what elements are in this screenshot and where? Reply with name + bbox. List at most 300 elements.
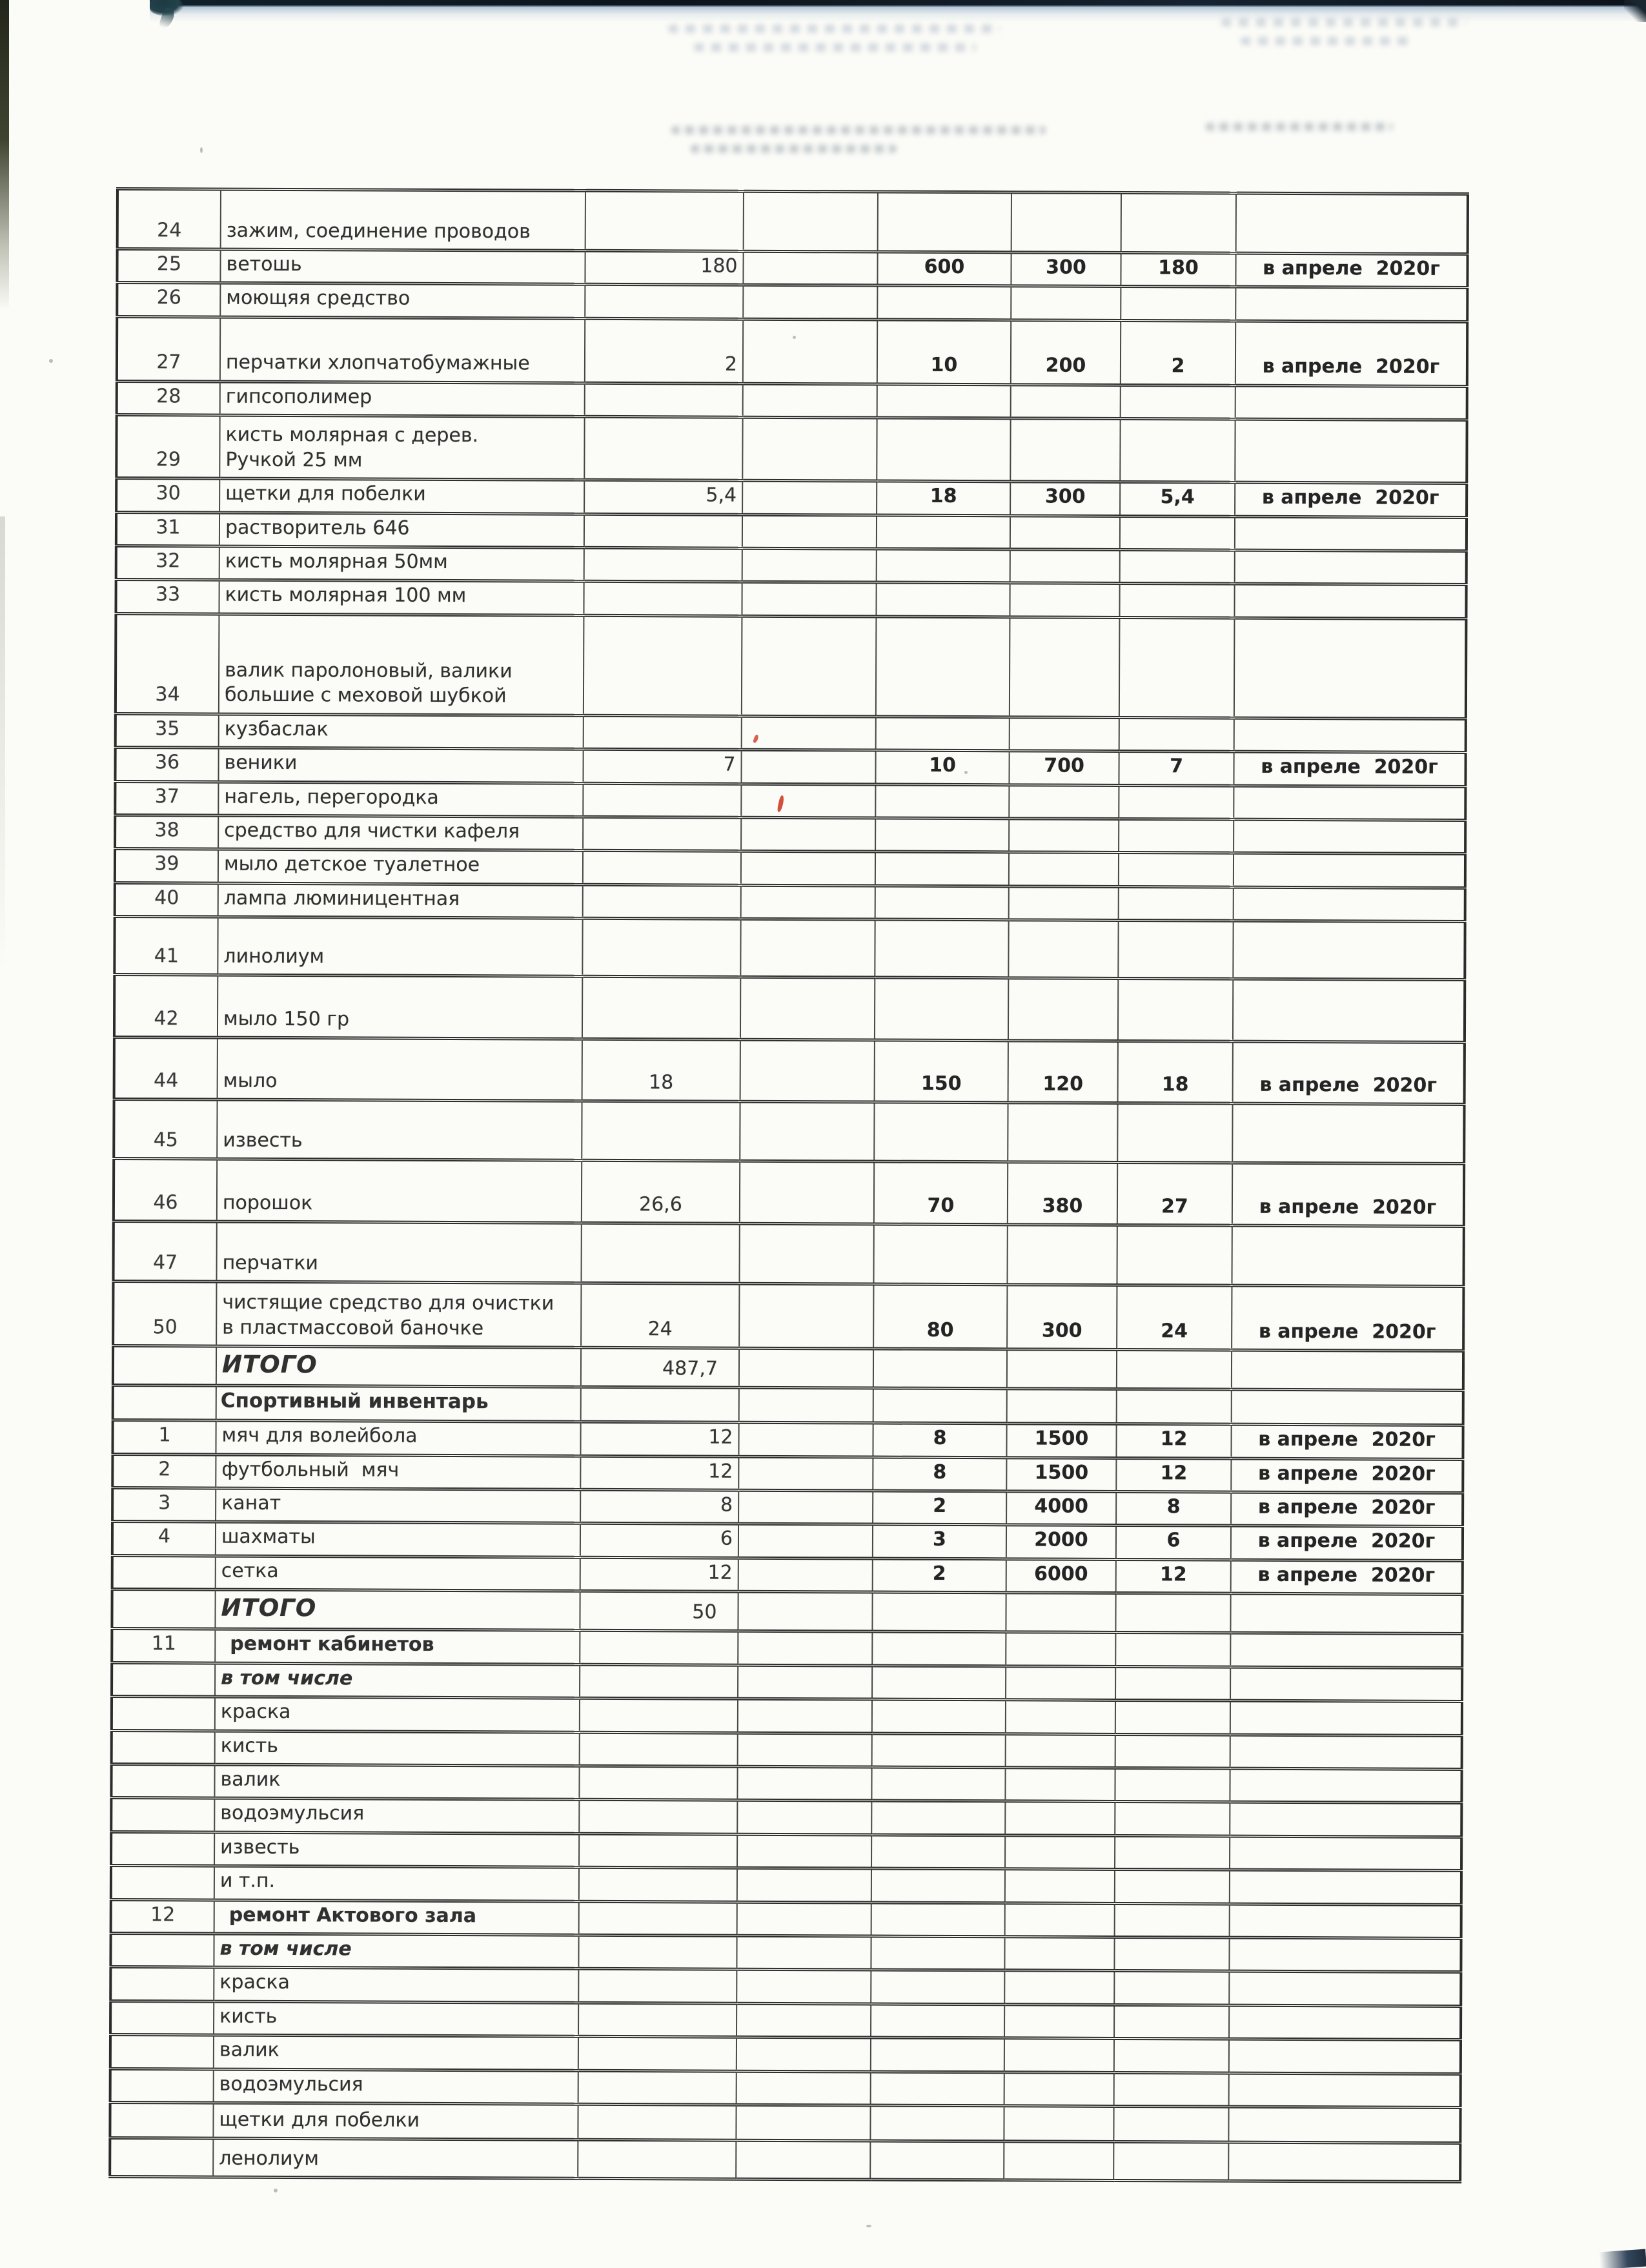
cell-value-2	[1004, 2106, 1113, 2142]
paper-speck	[49, 359, 53, 363]
table-row	[117, 249, 1467, 288]
scanner-corner-mark-top-right	[1624, 0, 1646, 22]
cell-row-number: 39	[115, 849, 218, 883]
cell-value-2	[1009, 852, 1119, 886]
cell-value-1	[870, 2141, 1004, 2180]
cell-blank	[738, 1422, 873, 1456]
cell-period: в апреле 2020г	[1232, 1285, 1463, 1351]
cell-period	[1230, 1593, 1462, 1634]
table-row	[110, 2102, 1460, 2143]
cell-row-number: 44	[114, 1037, 218, 1100]
cell-period	[1235, 419, 1467, 483]
table-row	[110, 1933, 1461, 1972]
cell-blank	[741, 750, 875, 784]
cell-row-number: 32	[116, 546, 219, 580]
table-row	[112, 1487, 1463, 1526]
table-row	[112, 1420, 1463, 1459]
table-row	[116, 713, 1466, 752]
cell-row-number: 29	[116, 415, 219, 479]
cell-quantity	[578, 1969, 737, 2003]
table-row	[116, 512, 1467, 551]
total-row	[113, 1346, 1463, 1391]
cell-blank	[737, 1902, 871, 1936]
cell-item-name: кисть молярная с дерев. Ручкой 25 мм	[219, 415, 584, 480]
cell-quantity	[579, 1901, 737, 1936]
cell-row-number	[111, 1764, 214, 1798]
cell-item-name: ремонт Актового зала	[214, 1900, 579, 1936]
table-row	[117, 283, 1467, 322]
cell-value-1	[870, 2105, 1004, 2141]
cell-item-name: водоэмульсия	[214, 2069, 578, 2105]
cell-value-3	[1120, 516, 1235, 550]
cell-item-name: валик	[214, 2035, 578, 2070]
cell-blank	[737, 1936, 871, 1970]
cell-period	[1230, 1633, 1462, 1668]
cell-quantity: 7	[583, 749, 741, 783]
cell-row-number: 36	[115, 748, 218, 782]
cell-quantity	[582, 976, 740, 1039]
cell-item-name: мыло	[218, 1037, 582, 1101]
cell-value-2	[1010, 583, 1119, 617]
cell-value-1	[873, 1224, 1007, 1285]
cell-row-number: 24	[117, 189, 221, 250]
cell-row-number	[112, 1662, 215, 1697]
cell-item-name: щетки для побелки	[213, 2103, 578, 2140]
cell-row-number: 35	[116, 713, 219, 748]
cell-value-1	[872, 1699, 1006, 1733]
cell-item-name: в том числе	[215, 1663, 580, 1699]
table-row	[112, 1697, 1462, 1735]
cell-row-number: 3	[112, 1487, 216, 1522]
cell-value-2	[1008, 920, 1118, 979]
cell-period	[1229, 2073, 1461, 2108]
cell-item-name: в том числе	[214, 1934, 578, 1969]
table-row	[112, 1522, 1463, 1560]
cell-quantity	[578, 2104, 736, 2140]
cell-blank	[738, 1558, 873, 1592]
cell-period	[1234, 819, 1465, 854]
cell-row-number	[111, 1832, 214, 1866]
cell-value-2	[1005, 1801, 1115, 1835]
cell-quantity	[580, 1664, 738, 1699]
cell-value-3	[1113, 2106, 1228, 2142]
cell-item-name: веники	[218, 748, 583, 783]
cell-blank	[740, 1101, 874, 1161]
table-row	[110, 2001, 1461, 2039]
table-row	[110, 2069, 1461, 2107]
cell-period	[1235, 287, 1467, 322]
cell-item-name: шахматы	[216, 1522, 580, 1557]
cell-row-number	[110, 2069, 214, 2103]
cell-row-number: 27	[117, 316, 220, 382]
cell-quantity	[584, 514, 742, 548]
cell-period: в апреле 2020г	[1233, 1041, 1465, 1104]
bleedthrough-artifact	[1221, 18, 1467, 56]
cell-value-2	[1004, 2038, 1114, 2072]
cell-quantity	[581, 1223, 739, 1283]
cell-value-1: 10	[877, 320, 1011, 385]
cell-blank	[740, 1039, 875, 1102]
cell-row-number	[110, 2102, 213, 2138]
cell-row-number	[110, 2001, 214, 2035]
cell-quantity	[584, 547, 742, 582]
cell-row-number: 12	[111, 1899, 214, 1934]
cell-value-2	[1004, 2072, 1114, 2106]
cell-value-3	[1114, 1971, 1229, 2005]
cell-value-3	[1114, 2039, 1229, 2073]
cell-period	[1230, 1735, 1462, 1770]
table-row	[111, 1832, 1461, 1870]
cell-period	[1232, 1225, 1463, 1286]
cell-value-1	[871, 1970, 1004, 2004]
cell-item-name: чистящие средство для очистки в пластмассовой баночке	[216, 1282, 581, 1347]
cell-row-number	[111, 1798, 214, 1832]
cell-row-number	[113, 1385, 216, 1420]
cell-blank	[741, 784, 875, 818]
cell-value-3: 8	[1116, 1491, 1231, 1526]
cell-period	[1229, 2005, 1461, 2040]
cell-row-number	[110, 2138, 213, 2177]
cell-item-name: мяч для волейбола	[216, 1420, 580, 1456]
cell-value-2	[1007, 1389, 1117, 1424]
cell-period: в апреле 2020г	[1234, 751, 1465, 786]
cell-row-number: 45	[114, 1099, 217, 1160]
cell-value-1: 2	[873, 1558, 1006, 1593]
cell-blank	[740, 977, 875, 1040]
cell-value-2: 4000	[1006, 1491, 1116, 1526]
cell-value-2	[1010, 617, 1120, 718]
cell-value-1	[874, 1102, 1008, 1162]
cell-value-2	[1007, 1225, 1117, 1285]
cell-value-3	[1113, 2141, 1228, 2181]
cell-quantity	[579, 1800, 737, 1834]
cell-value-1	[871, 1835, 1005, 1869]
cell-value-2	[1004, 1970, 1114, 2005]
cell-value-2	[1009, 819, 1119, 853]
cell-item-name: известь	[214, 1832, 579, 1868]
cell-period	[1233, 921, 1465, 979]
cell-period: в апреле 2020г	[1235, 321, 1467, 386]
cell-row-number	[113, 1346, 216, 1386]
cell-row-number: 31	[116, 512, 219, 546]
cell-quantity	[583, 851, 741, 885]
cell-blank	[739, 1388, 873, 1423]
inventory-table-body	[110, 189, 1468, 2182]
cell-value-1	[871, 1868, 1005, 1903]
cell-value-1	[871, 1767, 1005, 1801]
cell-period	[1230, 1870, 1461, 1905]
table-row	[116, 580, 1466, 618]
cell-period	[1232, 1390, 1463, 1425]
cell-value-3	[1117, 1389, 1232, 1424]
cell-row-number	[111, 1866, 214, 1900]
cell-value-2	[1006, 1632, 1115, 1666]
cell-value-1	[873, 1349, 1007, 1389]
cell-row-number	[112, 1589, 215, 1629]
cell-quantity	[578, 1935, 737, 1969]
cell-value-2: 1500	[1006, 1457, 1116, 1491]
cell-quantity	[578, 2003, 737, 2037]
cell-period	[1230, 1701, 1462, 1735]
cell-item-name: кисть молярная 50мм	[219, 546, 584, 582]
cell-value-3: 12	[1116, 1458, 1231, 1492]
cell-blank	[739, 1348, 873, 1388]
cell-item-name: моющяя средство	[220, 283, 585, 319]
cell-value-2	[1004, 2141, 1113, 2181]
table-row	[114, 975, 1465, 1043]
cell-period	[1235, 385, 1467, 420]
cell-period	[1230, 1836, 1461, 1871]
cell-blank	[737, 1868, 871, 1902]
cell-period	[1234, 618, 1467, 719]
cell-blank	[738, 1699, 872, 1733]
cell-quantity	[580, 1732, 738, 1766]
table-row	[114, 1159, 1464, 1227]
cell-period	[1230, 1667, 1462, 1702]
cell-row-number: 34	[116, 613, 219, 714]
cell-value-2: 300	[1010, 482, 1120, 516]
cell-value-1: 70	[874, 1161, 1008, 1225]
cell-item-name: канат	[216, 1488, 580, 1524]
cell-value-1	[875, 977, 1008, 1041]
cell-period	[1235, 550, 1467, 585]
cell-value-3	[1118, 979, 1233, 1042]
cell-value-3	[1118, 921, 1233, 979]
cell-value-3	[1117, 1225, 1232, 1286]
cell-value-1	[876, 582, 1010, 617]
cell-blank	[737, 2037, 871, 2071]
cell-value-3	[1119, 819, 1234, 853]
cell-blank	[742, 548, 877, 582]
cell-item-name: порошок	[217, 1159, 582, 1223]
table-row	[111, 1866, 1461, 1905]
cell-value-2: 380	[1008, 1162, 1117, 1225]
cell-period: в апреле 2020г	[1231, 1560, 1463, 1595]
cell-item-name: растворитель 646	[219, 513, 584, 548]
cell-value-3	[1119, 785, 1234, 819]
cell-value-2: 300	[1007, 1285, 1117, 1350]
cell-row-number: 2	[112, 1454, 216, 1488]
cell-quantity: 12	[580, 1422, 738, 1456]
cell-value-1	[873, 1388, 1007, 1423]
cell-value-1: 80	[873, 1284, 1007, 1349]
cell-blank	[742, 417, 877, 481]
cell-value-1	[875, 919, 1008, 978]
table-row	[110, 2138, 1460, 2181]
cell-row-number: 4	[112, 1522, 216, 1556]
cell-value-3: 180	[1121, 252, 1235, 287]
cell-period	[1234, 887, 1465, 922]
cell-item-name: ИТОГО	[215, 1589, 580, 1631]
cell-value-2	[1006, 1593, 1115, 1633]
cell-item-name: водоэмульсия	[214, 1798, 579, 1834]
cell-value-3	[1115, 1768, 1230, 1802]
cell-value-3: 5,4	[1120, 482, 1235, 516]
table-row	[117, 381, 1467, 420]
table-row	[116, 613, 1467, 719]
cell-value-1	[878, 192, 1011, 252]
cell-value-3	[1115, 1903, 1230, 1937]
table-row	[112, 1629, 1462, 1668]
cell-period	[1229, 1937, 1461, 1972]
cell-period: в апреле 2020г	[1231, 1458, 1463, 1493]
cell-row-number	[110, 2035, 214, 2069]
cell-quantity	[580, 1631, 738, 1665]
cell-value-2	[1006, 1700, 1115, 1734]
cell-row-number	[112, 1730, 215, 1764]
table-row	[111, 1899, 1461, 1938]
cell-blank	[742, 515, 877, 549]
cell-blank	[740, 919, 875, 977]
cell-item-name: мыло 150 гр	[218, 975, 582, 1039]
paper-speck	[274, 2189, 278, 2192]
table-row	[112, 1555, 1463, 1594]
cell-value-3: 24	[1117, 1285, 1232, 1351]
cell-row-number: 46	[114, 1159, 217, 1222]
cell-value-3	[1120, 549, 1235, 584]
cell-value-2: 2000	[1006, 1525, 1116, 1559]
cell-row-number: 25	[117, 249, 220, 283]
cell-value-2	[1005, 1768, 1115, 1802]
cell-blank	[742, 480, 877, 515]
cell-period	[1232, 1350, 1463, 1391]
cell-quantity	[583, 817, 741, 851]
table-row	[116, 415, 1467, 484]
cell-quantity	[583, 884, 741, 919]
cell-value-2	[1005, 1835, 1115, 1870]
cell-value-2: 6000	[1006, 1558, 1116, 1593]
cell-value-3	[1115, 1835, 1230, 1870]
cell-blank	[741, 885, 875, 919]
table-row	[112, 1454, 1463, 1493]
cell-row-number	[112, 1697, 215, 1731]
cell-blank	[737, 2003, 871, 2038]
cell-item-name: ленолиум	[213, 2138, 578, 2178]
cell-value-2	[1011, 385, 1121, 419]
cell-value-1	[872, 1666, 1006, 1700]
cell-value-1	[875, 886, 1009, 920]
table-row	[115, 748, 1465, 786]
cell-value-3: 2	[1121, 320, 1235, 385]
table-row	[117, 316, 1467, 386]
cell-value-3	[1115, 1870, 1230, 1904]
cell-item-name: краска	[214, 1967, 578, 2003]
cell-item-name: зажим, соединение проводов	[221, 189, 585, 250]
cell-value-1	[872, 1733, 1006, 1768]
cell-value-3	[1115, 1666, 1230, 1701]
cell-value-2: 700	[1009, 751, 1119, 785]
cell-value-1	[877, 418, 1010, 482]
cell-blank	[737, 1970, 871, 2004]
cell-blank	[739, 1283, 873, 1349]
cell-row-number	[110, 1933, 214, 1967]
cell-row-number: 11	[112, 1629, 215, 1663]
cell-quantity: 24	[581, 1283, 739, 1348]
cell-value-1	[876, 717, 1010, 751]
cell-value-3: 18	[1118, 1041, 1233, 1104]
cell-quantity	[585, 383, 743, 417]
cell-period: в апреле 2020г	[1235, 253, 1467, 288]
cell-blank	[738, 1665, 872, 1699]
cell-value-1	[877, 515, 1010, 549]
cell-value-2	[1005, 1903, 1115, 1937]
cell-value-2	[1008, 978, 1118, 1041]
cell-value-1: 18	[877, 481, 1010, 515]
cell-quantity	[578, 2140, 736, 2179]
table-row	[113, 1221, 1463, 1287]
cell-blank	[743, 251, 877, 285]
cell-item-name: перчатки хлопчатобумажные	[220, 317, 585, 383]
cell-quantity: 8	[580, 1489, 738, 1524]
cell-value-2	[1010, 418, 1120, 482]
section-header-row	[113, 1385, 1463, 1425]
cell-quantity: 180	[585, 250, 743, 285]
cell-value-2	[1004, 1937, 1114, 1971]
cell-value-3	[1114, 1937, 1229, 1971]
cell-blank	[738, 1456, 873, 1491]
cell-item-name: мыло детское туалетное	[218, 849, 583, 884]
cell-item-name: кисть	[214, 2001, 578, 2037]
cell-value-1	[871, 2038, 1004, 2072]
table-row	[115, 883, 1465, 921]
cell-row-number: 26	[117, 283, 220, 317]
bleedthrough-artifact	[671, 126, 1046, 163]
cell-period: в апреле 2020г	[1231, 1424, 1463, 1459]
cell-quantity	[579, 1834, 737, 1868]
cell-blank	[737, 1766, 871, 1801]
cell-item-name: лампа люминицентная	[218, 883, 583, 919]
cell-value-3	[1121, 287, 1235, 321]
cell-blank	[736, 2140, 870, 2180]
cell-period	[1234, 584, 1466, 619]
cell-value-1: 600	[877, 252, 1011, 286]
cell-value-1	[877, 549, 1010, 583]
cell-value-1: 8	[873, 1457, 1006, 1491]
cell-period	[1229, 1971, 1461, 2006]
cell-quantity: 50	[580, 1591, 738, 1631]
cell-quantity: 6	[580, 1524, 738, 1558]
cell-blank	[743, 383, 877, 418]
cell-quantity	[585, 190, 744, 251]
cell-blank	[742, 582, 876, 617]
table-row	[110, 2035, 1461, 2074]
inventory-table	[108, 187, 1469, 2183]
cell-value-3: 12	[1116, 1559, 1231, 1593]
cell-row-number	[112, 1555, 216, 1589]
table-row	[111, 1764, 1461, 1803]
cell-period	[1235, 516, 1467, 551]
table-row	[112, 1730, 1462, 1769]
cell-blank	[744, 191, 878, 252]
cell-quantity	[581, 1387, 739, 1423]
cell-value-3	[1119, 584, 1234, 618]
bleedthrough-artifact	[1206, 123, 1393, 141]
cell-blank	[741, 852, 875, 886]
cell-row-number: 33	[116, 580, 219, 614]
cell-value-3	[1119, 617, 1235, 718]
cell-item-name: линолиум	[218, 917, 582, 976]
cell-value-1	[872, 1592, 1006, 1632]
cell-item-name: кисть	[215, 1731, 580, 1766]
cell-value-3	[1119, 717, 1234, 751]
cell-value-1	[876, 617, 1010, 717]
cell-quantity	[584, 615, 742, 716]
cell-period	[1236, 193, 1468, 254]
cell-row-number: 38	[115, 815, 218, 849]
cell-value-3	[1115, 1802, 1230, 1836]
cell-value-3	[1119, 853, 1234, 887]
table-row	[113, 1282, 1463, 1351]
